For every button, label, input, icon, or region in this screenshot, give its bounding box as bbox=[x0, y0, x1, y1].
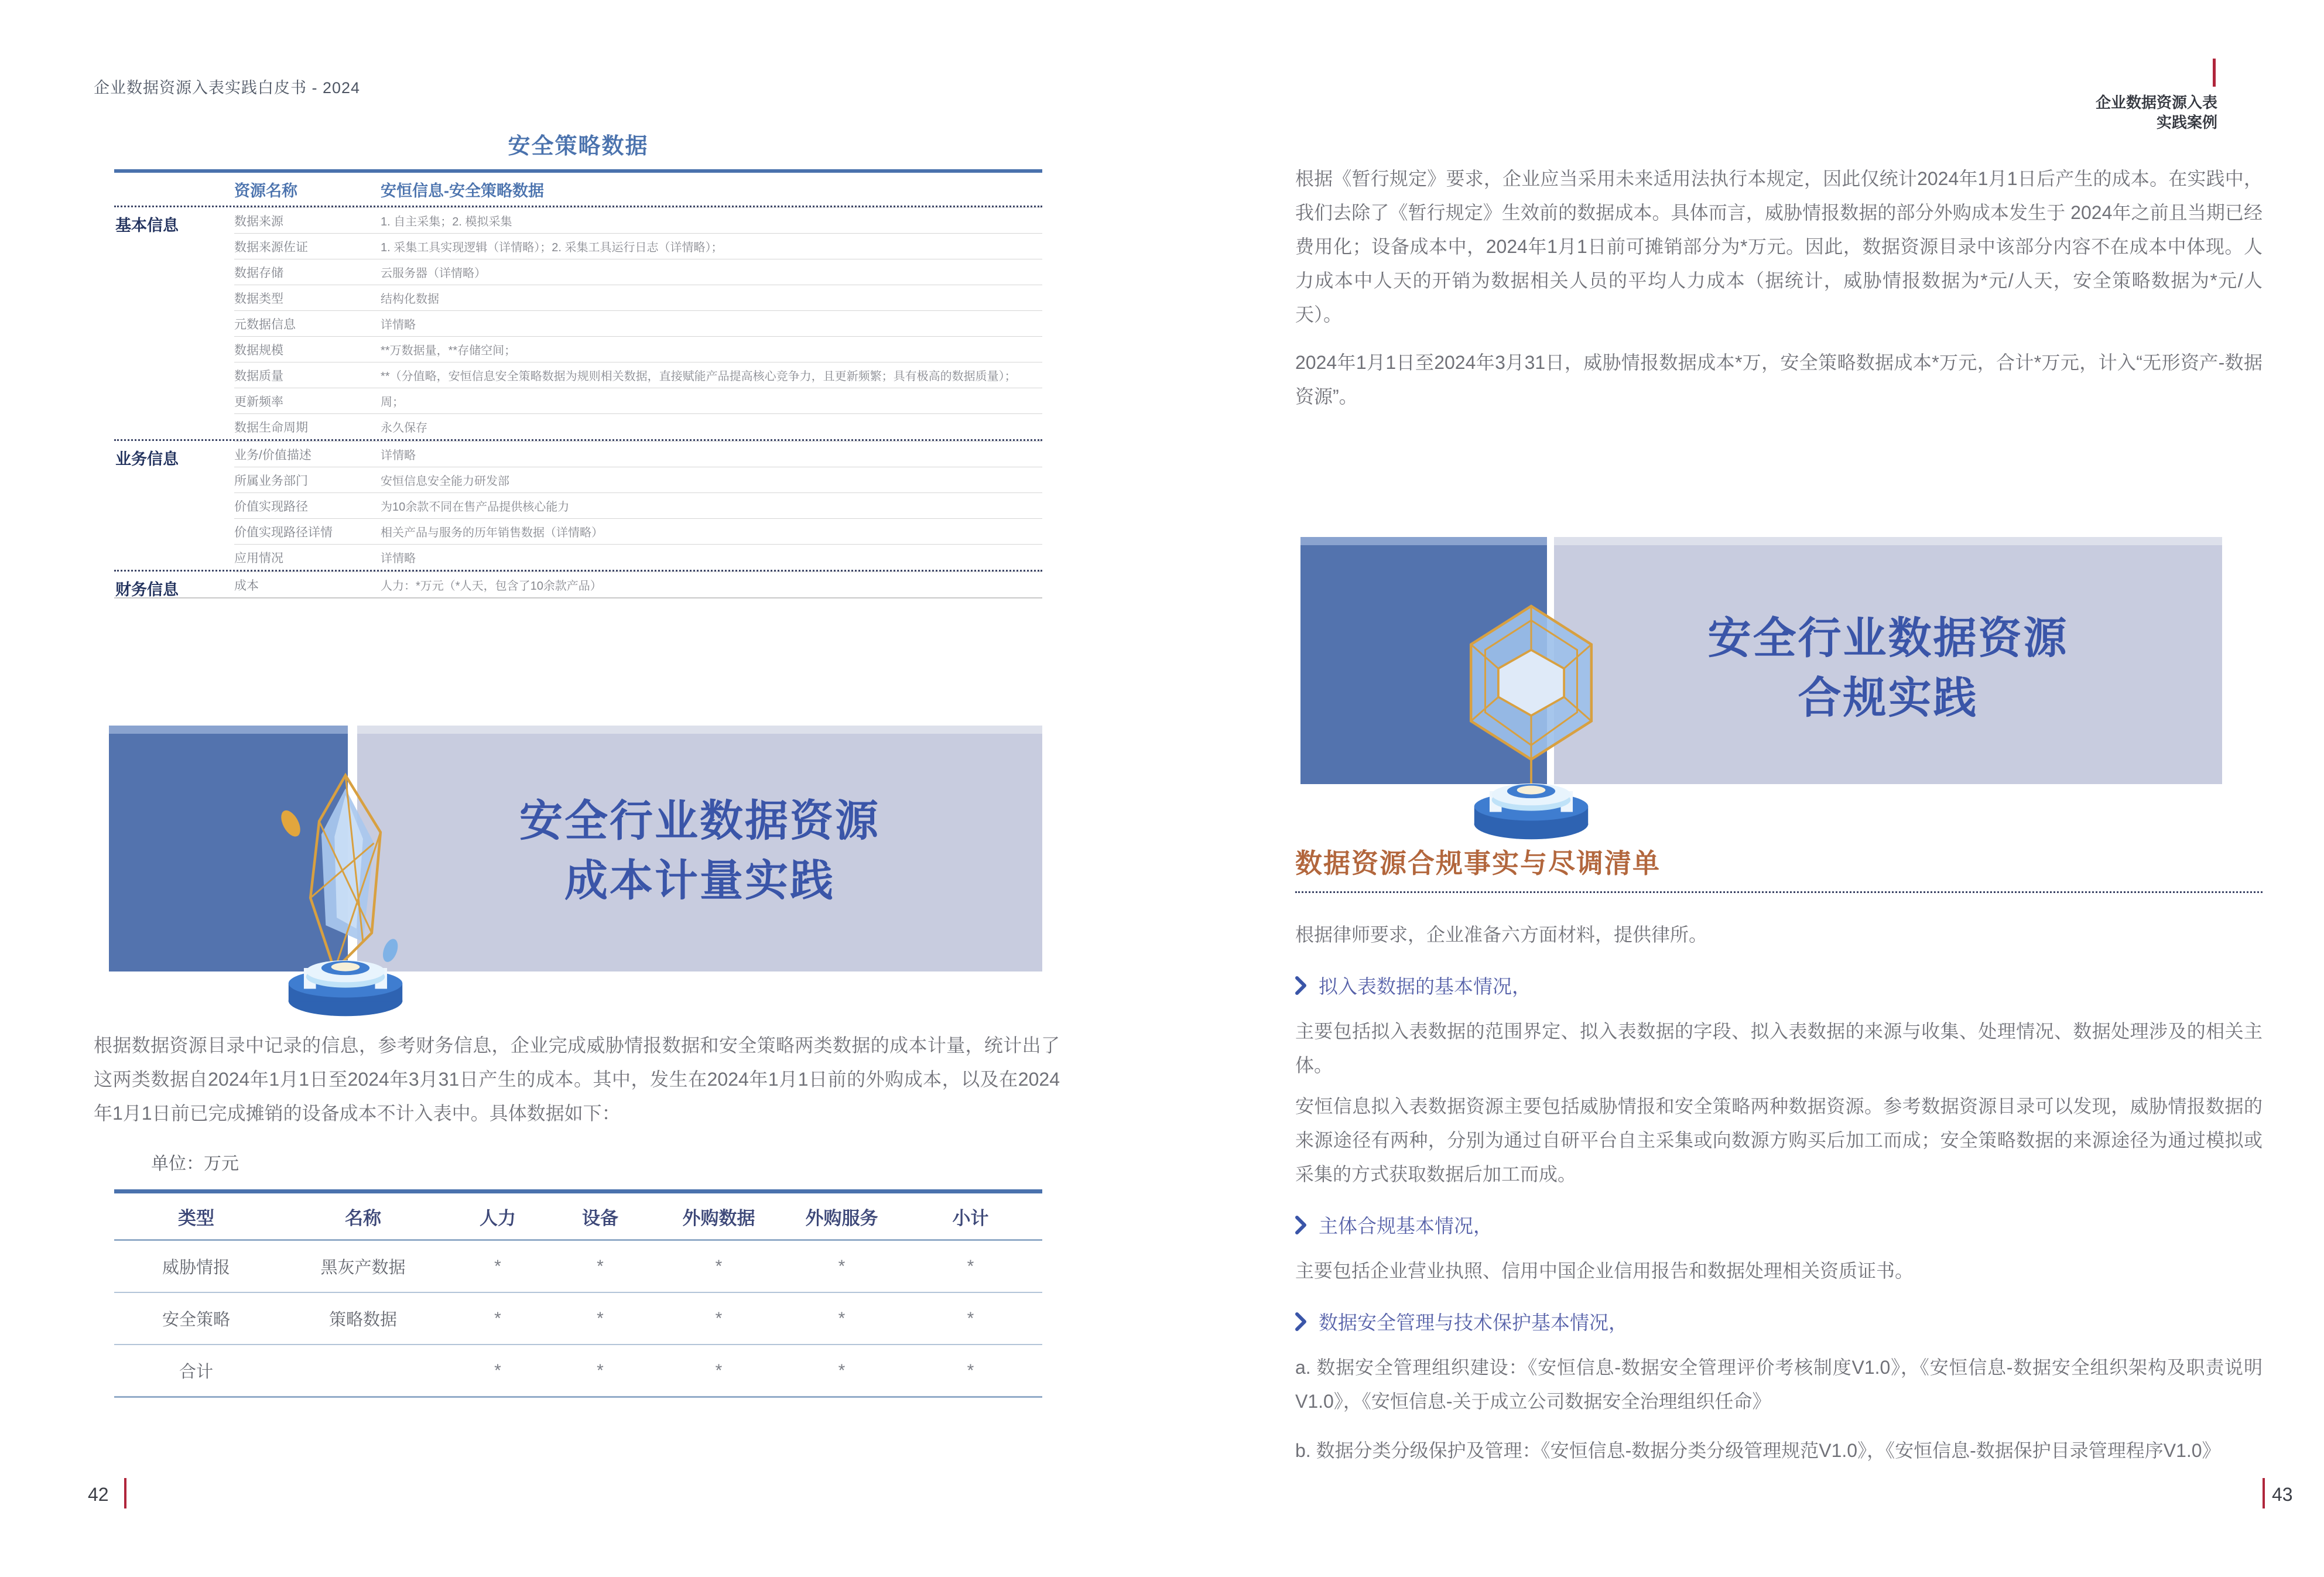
section-intro: 根据律师要求，企业准备六方面材料，提供律所。 bbox=[1295, 924, 1708, 945]
column-header: 人力 bbox=[480, 1207, 516, 1229]
cell-value: * bbox=[967, 1256, 974, 1276]
checklist-item-paragraph: a. 数据安全管理组织建设：《安恒信息-数据安全管理评价考核制度V1.0》，《安恒信息-数据安全组织架构及职责说明V1.0》，《安恒信息-关于成立公司数据安全治理组织任命》 bbox=[1295, 1357, 2263, 1412]
row-value: **万数据量，**存储空间； bbox=[381, 344, 516, 357]
banner-title bbox=[1554, 608, 2222, 728]
table-row bbox=[234, 259, 1042, 285]
row-value: 1. 采集工具实现逻辑（详情略）；2. 采集工具运行日志（详情略）； bbox=[381, 241, 723, 254]
cost-table-header-row bbox=[114, 1192, 1042, 1240]
corner-header-line2: 实践案例 bbox=[2156, 114, 2217, 131]
corner-header bbox=[1698, 59, 2217, 132]
table-header-row bbox=[114, 173, 1042, 206]
table-row bbox=[234, 310, 1042, 336]
chevron-bullet-icon bbox=[1295, 1216, 1307, 1234]
table-row bbox=[234, 518, 1042, 544]
table-title: 安全策略数据 bbox=[508, 134, 649, 159]
cell-value: * bbox=[494, 1360, 501, 1380]
compliance-section bbox=[1295, 842, 2263, 1467]
cell-value: * bbox=[838, 1308, 846, 1328]
checklist-item-paragraph: 主要包括拟入表数据的范围界定、拟入表数据的字段、拟入表数据的来源与收集、处理情况、数据处理涉及的相关主体。 bbox=[1295, 1021, 2263, 1076]
group-name: 财务信息 bbox=[115, 581, 179, 598]
row-value: 安恒信息安全能力研发部 bbox=[381, 475, 509, 488]
cost-practice-banner bbox=[109, 726, 1042, 971]
checklist-item bbox=[1295, 1211, 2263, 1239]
column-header: 名称 bbox=[345, 1207, 381, 1229]
cell-value: * bbox=[715, 1360, 723, 1380]
cost-table-row bbox=[114, 1240, 1042, 1293]
cost-table-row bbox=[114, 1292, 1042, 1345]
chevron-bullet-icon bbox=[1295, 976, 1307, 995]
row-label: 应用情况 bbox=[234, 551, 283, 565]
checklist-item-label: 主体合规基本情况， bbox=[1319, 1215, 1493, 1237]
compliance-practice-banner bbox=[1300, 537, 2222, 784]
table-group-business-info bbox=[114, 439, 1042, 570]
cell-value: * bbox=[494, 1256, 501, 1276]
running-header-left: 企业数据资源入表实践白皮书 - 2024 bbox=[94, 79, 361, 97]
page-number-left: 42 bbox=[88, 1484, 109, 1505]
cost-table bbox=[114, 1189, 1042, 1398]
cell-value: * bbox=[494, 1308, 501, 1328]
banner-top-strip bbox=[109, 726, 348, 734]
page-number-right: 43 bbox=[2272, 1484, 2293, 1505]
section-divider bbox=[1295, 891, 2263, 893]
row-label: 数据来源佐证 bbox=[234, 240, 308, 254]
table-row bbox=[234, 233, 1042, 259]
row-value: 为10余款不同在售产品提供核心能力 bbox=[381, 501, 570, 514]
header-label: 资源名称 bbox=[234, 182, 297, 200]
row-label: 元数据信息 bbox=[234, 317, 296, 331]
checklist-item-paragraph: 安恒信息拟入表数据资源主要包括威胁情报和安全策略两种数据资源。参考数据资源目录可以发现，威胁情报数据的来源途径有两种，分别为通过自研平台自主采集或向数源方购买后加工而成；安全策略数据的来源途径为通过模拟或采集的方式获取数据后加工而成。 bbox=[1295, 1096, 2263, 1185]
table-row bbox=[234, 572, 1042, 597]
row-label: 数据质量 bbox=[234, 369, 283, 383]
row-label: 数据规模 bbox=[234, 343, 283, 357]
cell-value: * bbox=[838, 1256, 846, 1276]
table-row bbox=[234, 413, 1042, 439]
row-value: 结构化数据 bbox=[381, 293, 439, 306]
column-header: 类型 bbox=[178, 1207, 214, 1229]
unit-label: 单位：万元 bbox=[151, 1154, 239, 1174]
table-row bbox=[234, 441, 1042, 467]
header-value: 安恒信息-安全策略数据 bbox=[381, 182, 544, 200]
column-header: 小计 bbox=[952, 1207, 989, 1229]
checklist-item bbox=[1295, 971, 2263, 999]
banner-title-line1: 安全行业数据资源 bbox=[1707, 614, 2069, 662]
paragraph: 2024年1月1日至2024年3月31日，威胁情报数据成本*万，安全策略数据成本*万元，合计*万元，计入“无形资产-数据资源”。 bbox=[1295, 352, 2263, 407]
table-row bbox=[234, 207, 1042, 233]
banner-top-strip bbox=[1300, 537, 1547, 545]
row-label: 数据来源 bbox=[234, 214, 283, 228]
page-number-rule bbox=[124, 1478, 126, 1508]
row-label: 所属业务部门 bbox=[234, 474, 308, 488]
cell-name: 黑灰产数据 bbox=[320, 1258, 406, 1277]
row-label: 数据类型 bbox=[234, 292, 283, 306]
cell-name bbox=[278, 1345, 448, 1397]
banner-top-strip bbox=[1554, 537, 2222, 545]
table-row bbox=[234, 285, 1042, 310]
cell-value: * bbox=[838, 1360, 846, 1380]
banner-title bbox=[357, 791, 1042, 911]
row-value: 人力：*万元（*人天，包含了10余款产品） bbox=[381, 580, 602, 593]
row-value: 详情略 bbox=[381, 319, 416, 331]
polyhedron-trophy-icon bbox=[1443, 590, 1619, 841]
table-row bbox=[234, 336, 1042, 362]
cell-type: 威胁情报 bbox=[162, 1258, 230, 1277]
table-row bbox=[234, 492, 1042, 518]
banner-title-line1: 安全行业数据资源 bbox=[519, 796, 880, 845]
row-label: 成本 bbox=[234, 579, 259, 593]
row-value: 相关产品与服务的历年销售数据（详情略） bbox=[381, 526, 603, 539]
cost-accounting-paragraphs bbox=[1295, 162, 2263, 413]
row-label: 数据存储 bbox=[234, 266, 283, 280]
row-label: 数据生命周期 bbox=[234, 420, 308, 435]
section-title: 数据资源合规事实与尽调清单 bbox=[1295, 848, 1661, 878]
cost-table-total-row bbox=[114, 1345, 1042, 1397]
cell-value: * bbox=[715, 1308, 723, 1328]
checklist-item-label: 数据安全管理与技术保护基本情况， bbox=[1319, 1312, 1628, 1333]
table-row bbox=[234, 544, 1042, 570]
row-value: 云服务器（详情略） bbox=[381, 267, 486, 280]
group-name: 业务信息 bbox=[115, 450, 179, 468]
row-label: 业务/价值描述 bbox=[234, 448, 312, 462]
banner-title-line2: 合规实践 bbox=[1798, 673, 1979, 722]
column-header: 设备 bbox=[582, 1207, 618, 1229]
crystal-trophy-icon bbox=[258, 767, 433, 1018]
row-value: 1. 自主采集；2. 模拟采集 bbox=[381, 215, 512, 228]
table-row bbox=[234, 388, 1042, 413]
cell-name: 策略数据 bbox=[328, 1311, 397, 1329]
group-name: 基本信息 bbox=[115, 217, 179, 234]
row-label: 价值实现路径 bbox=[234, 500, 308, 514]
cell-value: * bbox=[597, 1256, 604, 1276]
table-group-basic-info bbox=[114, 206, 1042, 439]
row-value: 详情略 bbox=[381, 449, 416, 462]
paragraph: 根据《暂行规定》要求，企业应当采用未来适用法执行本规定，因此仅统计2024年1月1日后产生的成本。在实践中，我们去除了《暂行规定》生效前的数据成本。具体而言，威胁情报数据的部分外购成本发生于 2024年之前且当期已经费用化；设备成本中，2024年1月1日前可摊销部分为*万元。因此，数据资源目录中该部分内容不在成本中体现。人力成本中人天的开销为数据相关人员的平均人力成本（据统计，威胁情报数据为*元/人天，安全策略数据为*元/人天）。 bbox=[1295, 168, 2263, 325]
row-value: **（分值略，安恒信息安全策略数据为规则相关数据，直接赋能产品提高核心竞争力，且更新频繁；具有极高的数据质量）； bbox=[381, 370, 1016, 383]
corner-header-line1: 企业数据资源入表 bbox=[2095, 94, 2217, 111]
cell-value: * bbox=[597, 1360, 604, 1380]
checklist-item-label: 拟入表数据的基本情况， bbox=[1319, 976, 1531, 997]
row-value: 周； bbox=[381, 396, 404, 409]
cell-value: * bbox=[967, 1360, 974, 1380]
row-label: 更新频率 bbox=[234, 395, 283, 409]
row-label: 价值实现路径详情 bbox=[234, 525, 333, 539]
checklist-item-paragraph: 主要包括企业营业执照、信用中国企业信用报告和数据处理相关资质证书。 bbox=[1295, 1260, 1914, 1281]
banner-title-line2: 成本计量实践 bbox=[564, 856, 835, 905]
chevron-bullet-icon bbox=[1295, 1312, 1307, 1331]
page-number-rule bbox=[2263, 1478, 2265, 1508]
cell-type: 安全策略 bbox=[162, 1311, 230, 1329]
table-row bbox=[234, 467, 1042, 492]
cost-measurement-paragraph: 根据数据资源目录中记录的信息，参考财务信息，企业完成威胁情报数据和安全策略两类数据的成本计量，统计出了这两类数据自2024年1月1日至2024年3月31日产生的成本。其中，发生在2024年1月1日前的外购成本，以及在2024年1月1日前已完成摊销的设备成本不计入表中。具体数据如下： bbox=[94, 1035, 1060, 1124]
table-row bbox=[234, 362, 1042, 388]
cell-value: * bbox=[597, 1308, 604, 1328]
table-group-finance-info bbox=[114, 570, 1042, 598]
cell-value: * bbox=[967, 1308, 974, 1328]
cell-type: 合计 bbox=[179, 1363, 213, 1381]
resource-catalog-table bbox=[114, 128, 1042, 598]
row-value: 永久保存 bbox=[381, 422, 427, 435]
checklist-item bbox=[1295, 1308, 2263, 1335]
row-value: 详情略 bbox=[381, 552, 416, 565]
banner-top-strip bbox=[357, 726, 1042, 734]
cell-value: * bbox=[715, 1256, 723, 1276]
corner-red-rule bbox=[2213, 59, 2216, 87]
checklist-item-paragraph: b. 数据分类分级保护及管理：《安恒信息-数据分类分级管理规范V1.0》，《安恒信息-数据保护目录管理程序V1.0》 bbox=[1295, 1440, 2221, 1461]
column-header: 外购数据 bbox=[682, 1207, 755, 1229]
column-header: 外购服务 bbox=[805, 1207, 878, 1229]
